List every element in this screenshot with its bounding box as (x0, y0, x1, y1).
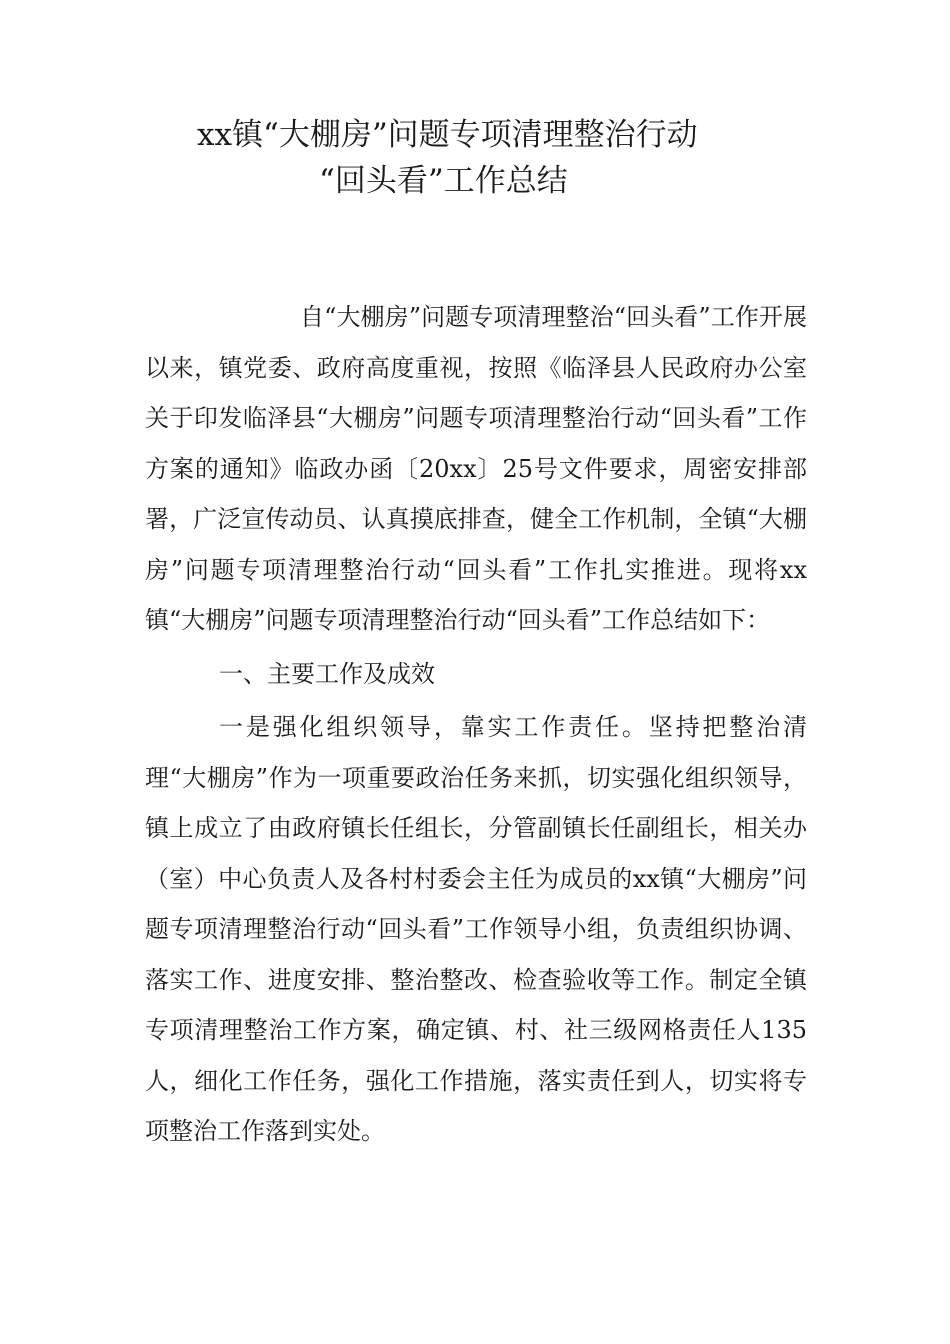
section-heading: 一、主要工作及成效 (219, 659, 435, 688)
point-one-paragraph: 一是强化组织领导，靠实工作责任。坚持把整治清理“大棚房”作为一项重要政治任务来抓，切实强化组织领导，镇上成立了由政府镇长任组长，分管副镇长任副组长，相关办（室）中心负责人及各村村委会主任为成员的xx镇“大棚房”问题专项清理整治行动“回头看”工作领导小组，负责组织协调、落实工作、进度安排、整治整改、检查验收等工作。制定全镇专项清理整治工作方案，确定镇、村、社三级网格责任人135人，细化工作任务，强化工作措施，落实责任到人，切实将专项整治工作落到实处。 (145, 713, 807, 1145)
title-line-2: “回头看”工作总结 (319, 163, 568, 199)
title-line-1: xx镇“大棚房”问题专项清理整治行动 (197, 117, 698, 153)
document-title (145, 112, 807, 204)
intro-paragraph: 自“大棚房”问题专项清理整治“回头看”工作开展以来，镇党委、政府高度重视，按照《临泽县人民政府办公室关于印发临泽县“大棚房”问题专项清理整治行动“回头看”工作方案的通知》临政办函〔20xx〕25号文件要求，周密安排部署，广泛宣传动员、认真摸底排查，健全工作机制，全镇“大棚房”问题专项清理整治行动“回头看”工作扎实推进。现将xx镇“大棚房”问题专项清理整治行动“回头看”工作总结如下： (145, 303, 807, 634)
document-body (145, 292, 807, 1157)
